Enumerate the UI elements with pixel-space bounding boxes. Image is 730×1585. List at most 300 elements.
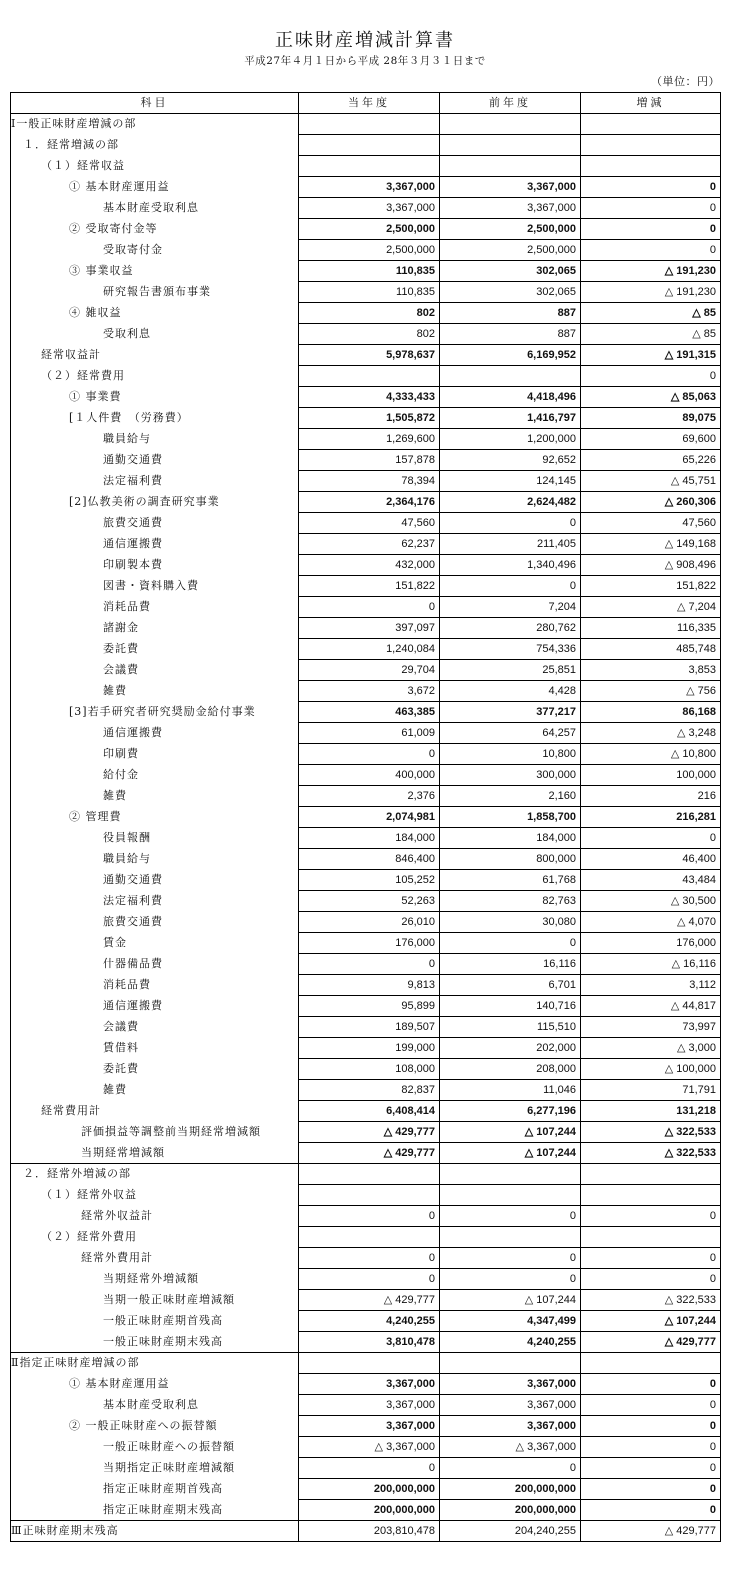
previous-year-value: 10,800 xyxy=(440,744,581,765)
account-label: 雑費 xyxy=(11,1080,299,1101)
current-year-value: 397,097 xyxy=(299,618,440,639)
previous-year-value: 0 xyxy=(440,513,581,534)
change-value: △ 908,496 xyxy=(581,555,721,576)
account-label: （２）経常外費用 xyxy=(11,1227,299,1248)
previous-year-value xyxy=(440,1185,581,1206)
account-label: ① 事業費 xyxy=(11,387,299,408)
account-label: １．経常増減の部 xyxy=(11,135,299,156)
current-year-value: 3,367,000 xyxy=(299,177,440,198)
change-value: △ 4,070 xyxy=(581,912,721,933)
current-year-value: 4,240,255 xyxy=(299,1311,440,1332)
account-label: 通勤交通費 xyxy=(11,870,299,891)
table-row xyxy=(11,1500,721,1521)
previous-year-value xyxy=(440,1164,581,1185)
current-year-value: 105,252 xyxy=(299,870,440,891)
change-value: 131,218 xyxy=(581,1101,721,1122)
table-row xyxy=(11,1017,721,1038)
change-value: 47,560 xyxy=(581,513,721,534)
current-year-value: 846,400 xyxy=(299,849,440,870)
account-label: 法定福利費 xyxy=(11,891,299,912)
previous-year-value xyxy=(440,366,581,387)
change-value xyxy=(581,156,721,177)
account-label: （１）経常外収益 xyxy=(11,1185,299,1206)
statement-rows xyxy=(11,114,721,1542)
current-year-value: 3,810,478 xyxy=(299,1332,440,1353)
current-year-value: 2,074,981 xyxy=(299,807,440,828)
previous-year-value: 200,000,000 xyxy=(440,1479,581,1500)
table-row xyxy=(11,387,721,408)
account-label: 法定福利費 xyxy=(11,471,299,492)
change-value: 46,400 xyxy=(581,849,721,870)
table-row xyxy=(11,1248,721,1269)
change-value: 69,600 xyxy=(581,429,721,450)
previous-year-value: 61,768 xyxy=(440,870,581,891)
account-label: 基本財産受取利息 xyxy=(11,198,299,219)
change-value: 0 xyxy=(581,1248,721,1269)
table-row xyxy=(11,954,721,975)
account-label: 経常費用計 xyxy=(11,1101,299,1122)
change-value: △ 85,063 xyxy=(581,387,721,408)
change-value xyxy=(581,135,721,156)
account-label: 賃金 xyxy=(11,933,299,954)
previous-year-value: 7,204 xyxy=(440,597,581,618)
previous-year-value: 6,701 xyxy=(440,975,581,996)
change-value: △ 107,244 xyxy=(581,1311,721,1332)
current-year-value xyxy=(299,135,440,156)
current-year-value: △ 429,777 xyxy=(299,1143,440,1164)
current-year-value: 108,000 xyxy=(299,1059,440,1080)
current-year-value: 29,704 xyxy=(299,660,440,681)
table-row xyxy=(11,135,721,156)
account-label: 職員給与 xyxy=(11,849,299,870)
change-value xyxy=(581,1353,721,1374)
change-value: △ 100,000 xyxy=(581,1059,721,1080)
previous-year-value: 3,367,000 xyxy=(440,1374,581,1395)
table-row xyxy=(11,1311,721,1332)
current-year-value: △ 429,777 xyxy=(299,1122,440,1143)
table-row xyxy=(11,849,721,870)
table-row xyxy=(11,198,721,219)
current-year-value: 400,000 xyxy=(299,765,440,786)
account-label: ② 受取寄付金等 xyxy=(11,219,299,240)
previous-year-value: 202,000 xyxy=(440,1038,581,1059)
table-row xyxy=(11,933,721,954)
account-label: 消耗品費 xyxy=(11,975,299,996)
account-label: 消耗品費 xyxy=(11,597,299,618)
change-value: 485,748 xyxy=(581,639,721,660)
account-label: 当期指定正味財産増減額 xyxy=(11,1458,299,1479)
table-row xyxy=(11,786,721,807)
previous-year-value: 1,340,496 xyxy=(440,555,581,576)
change-value: △ 322,533 xyxy=(581,1143,721,1164)
table-row xyxy=(11,219,721,240)
statement-table xyxy=(10,92,721,1542)
table-row xyxy=(11,1479,721,1500)
table-row xyxy=(11,408,721,429)
current-year-value xyxy=(299,1227,440,1248)
table-row xyxy=(11,240,721,261)
account-label: 指定正味財産期首残高 xyxy=(11,1479,299,1500)
current-year-value: 802 xyxy=(299,324,440,345)
previous-year-value: 3,367,000 xyxy=(440,177,581,198)
change-value xyxy=(581,114,721,135)
previous-year-value: 140,716 xyxy=(440,996,581,1017)
table-row xyxy=(11,576,721,597)
current-year-value: 203,810,478 xyxy=(299,1521,440,1542)
change-value: △ 7,204 xyxy=(581,597,721,618)
account-label: 通勤交通費 xyxy=(11,450,299,471)
period-text: 平成27年４月１日から平成 28年３月３１日まで xyxy=(244,55,486,67)
change-value: △ 191,230 xyxy=(581,282,721,303)
table-row xyxy=(11,114,721,135)
table-row xyxy=(11,1332,721,1353)
previous-year-value: 887 xyxy=(440,324,581,345)
previous-year-value: 2,160 xyxy=(440,786,581,807)
change-value: 116,335 xyxy=(581,618,721,639)
previous-year-value: 0 xyxy=(440,576,581,597)
account-label: 経常収益計 xyxy=(11,345,299,366)
change-value: △ 191,230 xyxy=(581,261,721,282)
table-row xyxy=(11,513,721,534)
current-year-value xyxy=(299,366,440,387)
table-row xyxy=(11,303,721,324)
previous-year-value: 2,500,000 xyxy=(440,240,581,261)
table-row xyxy=(11,870,721,891)
change-value: △ 85 xyxy=(581,324,721,345)
account-label: 旅費交通費 xyxy=(11,513,299,534)
change-value: 0 xyxy=(581,240,721,261)
current-year-value: 189,507 xyxy=(299,1017,440,1038)
change-value xyxy=(581,1185,721,1206)
current-year-value: 151,822 xyxy=(299,576,440,597)
previous-year-value: 82,763 xyxy=(440,891,581,912)
current-year-value: 26,010 xyxy=(299,912,440,933)
previous-year-value: 208,000 xyxy=(440,1059,581,1080)
account-label: 職員給与 xyxy=(11,429,299,450)
previous-year-value: 64,257 xyxy=(440,723,581,744)
previous-year-value: 300,000 xyxy=(440,765,581,786)
table-row xyxy=(11,324,721,345)
current-year-value: 3,367,000 xyxy=(299,1416,440,1437)
current-year-value: 110,835 xyxy=(299,282,440,303)
previous-year-value: 92,652 xyxy=(440,450,581,471)
change-value: 86,168 xyxy=(581,702,721,723)
previous-year-value: 200,000,000 xyxy=(440,1500,581,1521)
change-value: 0 xyxy=(581,1416,721,1437)
previous-year-value: 6,169,952 xyxy=(440,345,581,366)
account-label: Ⅲ正味財産期末残高 xyxy=(11,1521,299,1542)
table-row xyxy=(11,471,721,492)
previous-year-value xyxy=(440,135,581,156)
current-year-value: 3,367,000 xyxy=(299,1395,440,1416)
current-year-value: 463,385 xyxy=(299,702,440,723)
table-row xyxy=(11,282,721,303)
change-value: △ 429,777 xyxy=(581,1332,721,1353)
table-row xyxy=(11,744,721,765)
table-row xyxy=(11,891,721,912)
previous-year-value: 4,240,255 xyxy=(440,1332,581,1353)
column-header-account: 科目 xyxy=(11,93,299,114)
table-row xyxy=(11,660,721,681)
table-row xyxy=(11,1416,721,1437)
previous-year-value: 0 xyxy=(440,1206,581,1227)
previous-year-value: 25,851 xyxy=(440,660,581,681)
current-year-value xyxy=(299,114,440,135)
account-label: 一般正味財産への振替額 xyxy=(11,1437,299,1458)
column-header-current-year: 当年度 xyxy=(299,93,440,114)
previous-year-value: 184,000 xyxy=(440,828,581,849)
previous-year-value xyxy=(440,1227,581,1248)
change-value: △ 149,168 xyxy=(581,534,721,555)
previous-year-value: 800,000 xyxy=(440,849,581,870)
table-row xyxy=(11,597,721,618)
table-header-row xyxy=(11,93,721,114)
previous-year-value: △ 107,244 xyxy=(440,1290,581,1311)
change-value: 0 xyxy=(581,1206,721,1227)
previous-year-value: 211,405 xyxy=(440,534,581,555)
account-label: 受取寄付金 xyxy=(11,240,299,261)
change-value: △ 260,306 xyxy=(581,492,721,513)
account-label: 通信運搬費 xyxy=(11,723,299,744)
change-value: △ 756 xyxy=(581,681,721,702)
table-row xyxy=(11,912,721,933)
change-value: 216,281 xyxy=(581,807,721,828)
previous-year-value: 3,367,000 xyxy=(440,1395,581,1416)
current-year-value: 5,978,637 xyxy=(299,345,440,366)
current-year-value: 62,237 xyxy=(299,534,440,555)
current-year-value: 1,505,872 xyxy=(299,408,440,429)
previous-year-value: 115,510 xyxy=(440,1017,581,1038)
previous-year-value: 4,418,496 xyxy=(440,387,581,408)
current-year-value: 0 xyxy=(299,744,440,765)
table-row xyxy=(11,345,721,366)
table-row xyxy=(11,261,721,282)
previous-year-value xyxy=(440,1353,581,1374)
table-row xyxy=(11,723,721,744)
account-label: 一般正味財産期首残高 xyxy=(11,1311,299,1332)
account-label: 当期経常外増減額 xyxy=(11,1269,299,1290)
current-year-value: 0 xyxy=(299,1269,440,1290)
table-row xyxy=(11,1458,721,1479)
account-label: 役員報酬 xyxy=(11,828,299,849)
current-year-value: 6,408,414 xyxy=(299,1101,440,1122)
account-label: 当期一般正味財産増減額 xyxy=(11,1290,299,1311)
change-value: 0 xyxy=(581,828,721,849)
account-label: 図書・資料購入費 xyxy=(11,576,299,597)
previous-year-value: 204,240,255 xyxy=(440,1521,581,1542)
current-year-value: 110,835 xyxy=(299,261,440,282)
account-label: 研究報告書頒布事業 xyxy=(11,282,299,303)
current-year-value: 82,837 xyxy=(299,1080,440,1101)
account-label: 一般正味財産期末残高 xyxy=(11,1332,299,1353)
table-row xyxy=(11,639,721,660)
table-row xyxy=(11,681,721,702)
change-value: △ 16,116 xyxy=(581,954,721,975)
previous-year-value: 2,500,000 xyxy=(440,219,581,240)
previous-year-value: 754,336 xyxy=(440,639,581,660)
table-row xyxy=(11,618,721,639)
table-row xyxy=(11,1353,721,1374)
account-label: Ⅰ一般正味財産増減の部 xyxy=(11,114,299,135)
change-value: 0 xyxy=(581,1479,721,1500)
account-label: 受取利息 xyxy=(11,324,299,345)
table-row xyxy=(11,1374,721,1395)
current-year-value: 0 xyxy=(299,1248,440,1269)
table-row xyxy=(11,1122,721,1143)
change-value: 0 xyxy=(581,1458,721,1479)
account-label: [１人件費 （労務費） xyxy=(11,408,299,429)
change-value: 0 xyxy=(581,1269,721,1290)
previous-year-value: 30,080 xyxy=(440,912,581,933)
previous-year-value: 2,624,482 xyxy=(440,492,581,513)
table-row xyxy=(11,1164,721,1185)
previous-year-value: △ 107,244 xyxy=(440,1143,581,1164)
current-year-value: 0 xyxy=(299,1206,440,1227)
account-label: 指定正味財産期末残高 xyxy=(11,1500,299,1521)
account-label: 諸謝金 xyxy=(11,618,299,639)
previous-year-value: 3,367,000 xyxy=(440,198,581,219)
current-year-value: 1,269,600 xyxy=(299,429,440,450)
table-row xyxy=(11,996,721,1017)
current-year-value: 2,376 xyxy=(299,786,440,807)
previous-year-value: 302,065 xyxy=(440,282,581,303)
table-row xyxy=(11,1227,721,1248)
previous-year-value: 16,116 xyxy=(440,954,581,975)
table-row xyxy=(11,450,721,471)
previous-year-value: 1,416,797 xyxy=(440,408,581,429)
column-header-change: 増減 xyxy=(581,93,721,114)
account-label: 雑費 xyxy=(11,681,299,702)
previous-year-value: 302,065 xyxy=(440,261,581,282)
account-label: Ⅱ指定正味財産増減の部 xyxy=(11,1353,299,1374)
table-row xyxy=(11,1437,721,1458)
current-year-value xyxy=(299,1353,440,1374)
account-label: 会議費 xyxy=(11,660,299,681)
previous-year-value xyxy=(440,114,581,135)
account-label: 会議費 xyxy=(11,1017,299,1038)
account-label: ② 管理費 xyxy=(11,807,299,828)
previous-year-value: △ 107,244 xyxy=(440,1122,581,1143)
account-label: 委託費 xyxy=(11,1059,299,1080)
table-row xyxy=(11,1521,721,1542)
account-label: 基本財産受取利息 xyxy=(11,1395,299,1416)
change-value: △ 10,800 xyxy=(581,744,721,765)
change-value: △ 30,500 xyxy=(581,891,721,912)
change-value: 3,853 xyxy=(581,660,721,681)
table-row xyxy=(11,702,721,723)
table-row xyxy=(11,975,721,996)
account-label: [2]仏教美術の調査研究事業 xyxy=(11,492,299,513)
change-value: 65,226 xyxy=(581,450,721,471)
change-value: △ 45,751 xyxy=(581,471,721,492)
current-year-value: 199,000 xyxy=(299,1038,440,1059)
account-label: ③ 事業収益 xyxy=(11,261,299,282)
change-value: 216 xyxy=(581,786,721,807)
table-row xyxy=(11,765,721,786)
account-label: ① 基本財産運用益 xyxy=(11,177,299,198)
current-year-value: 432,000 xyxy=(299,555,440,576)
current-year-value: 61,009 xyxy=(299,723,440,744)
current-year-value: 184,000 xyxy=(299,828,440,849)
current-year-value: 0 xyxy=(299,954,440,975)
account-label: 給付金 xyxy=(11,765,299,786)
table-row xyxy=(11,1206,721,1227)
change-value: △ 44,817 xyxy=(581,996,721,1017)
account-label: 旅費交通費 xyxy=(11,912,299,933)
account-label: （２）経常費用 xyxy=(11,366,299,387)
current-year-value: 176,000 xyxy=(299,933,440,954)
table-row xyxy=(11,807,721,828)
account-label: 通信運搬費 xyxy=(11,996,299,1017)
table-row xyxy=(11,1269,721,1290)
current-year-value xyxy=(299,1185,440,1206)
previous-year-value: 280,762 xyxy=(440,618,581,639)
current-year-value: 4,333,433 xyxy=(299,387,440,408)
change-value: 100,000 xyxy=(581,765,721,786)
change-value: 0 xyxy=(581,1395,721,1416)
current-year-value: 0 xyxy=(299,597,440,618)
change-value: △ 322,533 xyxy=(581,1122,721,1143)
table-row xyxy=(11,492,721,513)
account-label: 経常外収益計 xyxy=(11,1206,299,1227)
previous-year-value: 11,046 xyxy=(440,1080,581,1101)
current-year-value: △ 429,777 xyxy=(299,1290,440,1311)
previous-year-value: 887 xyxy=(440,303,581,324)
table-row xyxy=(11,828,721,849)
table-row xyxy=(11,366,721,387)
change-value xyxy=(581,1227,721,1248)
previous-year-value: 1,858,700 xyxy=(440,807,581,828)
previous-year-value: △ 3,367,000 xyxy=(440,1437,581,1458)
account-label: ① 基本財産運用益 xyxy=(11,1374,299,1395)
change-value: 3,112 xyxy=(581,975,721,996)
account-label: 雑費 xyxy=(11,786,299,807)
current-year-value: 157,878 xyxy=(299,450,440,471)
previous-year-value: 124,145 xyxy=(440,471,581,492)
table-row xyxy=(11,429,721,450)
current-year-value xyxy=(299,1164,440,1185)
unit-label: （単位：円） xyxy=(651,75,720,88)
account-label: 当期経常増減額 xyxy=(11,1143,299,1164)
change-value: 0 xyxy=(581,219,721,240)
change-value: 0 xyxy=(581,1437,721,1458)
change-value: △ 322,533 xyxy=(581,1290,721,1311)
account-label: 什器備品費 xyxy=(11,954,299,975)
table-row xyxy=(11,1101,721,1122)
previous-year-value: 4,428 xyxy=(440,681,581,702)
current-year-value: 95,899 xyxy=(299,996,440,1017)
table-row xyxy=(11,1395,721,1416)
account-label: 賃借料 xyxy=(11,1038,299,1059)
change-value: △ 191,315 xyxy=(581,345,721,366)
previous-year-value: 0 xyxy=(440,933,581,954)
change-value: 89,075 xyxy=(581,408,721,429)
previous-year-value: 3,367,000 xyxy=(440,1416,581,1437)
current-year-value xyxy=(299,156,440,177)
account-label: [3]若手研究者研究奨励金給付事業 xyxy=(11,702,299,723)
table-row xyxy=(11,1290,721,1311)
change-value: △ 3,248 xyxy=(581,723,721,744)
table-row xyxy=(11,1059,721,1080)
current-year-value: 78,394 xyxy=(299,471,440,492)
change-value: △ 429,777 xyxy=(581,1521,721,1542)
account-label: 印刷費 xyxy=(11,744,299,765)
current-year-value: 9,813 xyxy=(299,975,440,996)
table-row xyxy=(11,156,721,177)
table-row xyxy=(11,555,721,576)
change-value: 176,000 xyxy=(581,933,721,954)
change-value: 0 xyxy=(581,1500,721,1521)
